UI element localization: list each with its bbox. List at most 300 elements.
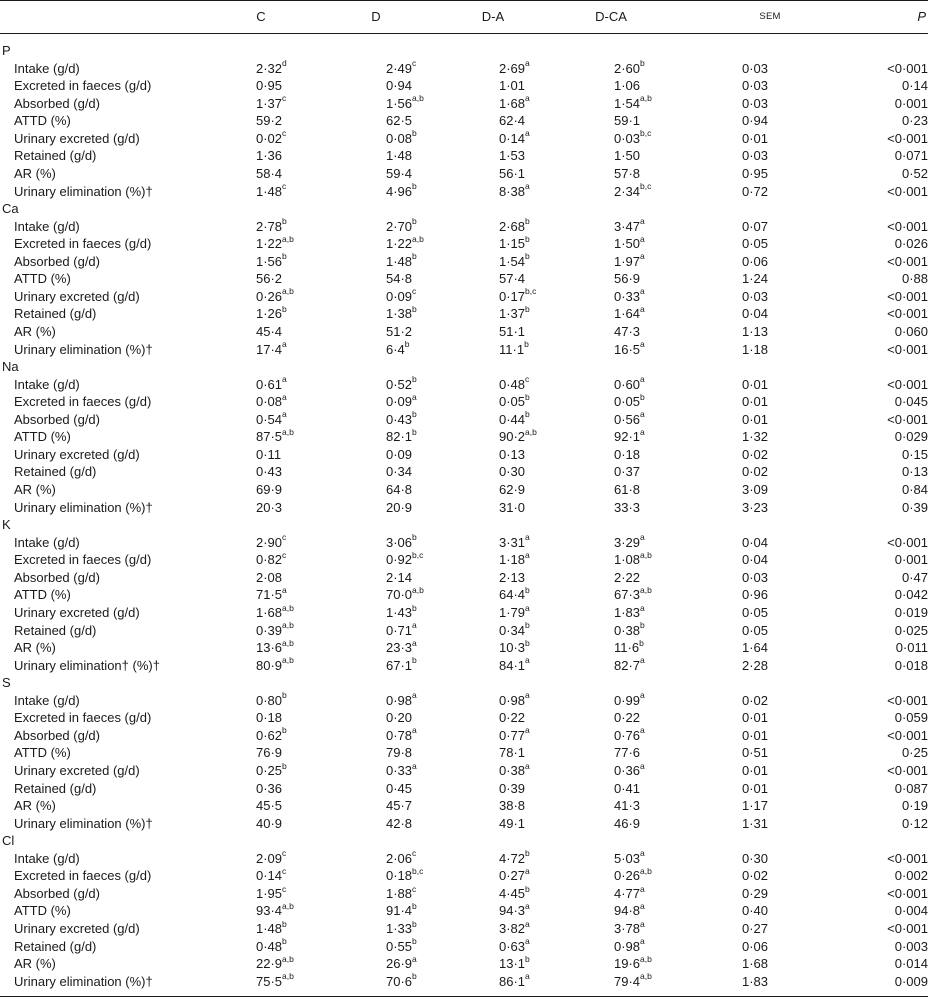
value-number: 59·4: [386, 165, 413, 181]
value-number: 1·56: [386, 95, 413, 111]
value-number: 0·18: [614, 446, 641, 462]
value-number: 11·6: [614, 640, 640, 655]
row-label: Retained (g/d): [14, 464, 97, 480]
p-value-cell: 0·071: [894, 148, 928, 164]
sem-cell: 0·27: [741, 921, 768, 936]
superscript-letter: a,b: [282, 971, 294, 982]
sem-cell: 1·68: [741, 956, 768, 972]
row-label: ATTD (%): [14, 271, 71, 287]
superscript-letter: c: [282, 181, 287, 192]
value-number: 0·18: [256, 710, 283, 726]
superscript-letter: a: [640, 426, 645, 437]
sem-cell: 1·31: [741, 815, 768, 831]
sem-cell: 0·03: [741, 569, 768, 585]
superscript-letter: b: [524, 339, 529, 350]
value-number: 86·1: [499, 973, 526, 989]
p-value-cell: 0·15: [901, 446, 928, 462]
value-number: 78·1: [499, 745, 526, 761]
bottom-rule: [0, 996, 928, 997]
sem-cell: 0·05: [741, 604, 768, 620]
sem-cell: 1·64: [741, 640, 768, 655]
superscript-letter: a: [525, 128, 530, 139]
section-label: Na: [2, 359, 19, 375]
sem-cell: 1·13: [741, 324, 768, 339]
value-number: 0·38: [499, 763, 526, 778]
p-value-cell: 0·13: [901, 464, 928, 480]
superscript-letter: a: [525, 918, 530, 929]
value-number: 0·26: [614, 868, 641, 884]
value-number: 77·6: [614, 745, 641, 761]
p-value-cell: 0·23: [901, 113, 928, 129]
sem-cell: 0·05: [741, 236, 768, 252]
value-number: 59·2: [256, 113, 283, 129]
p-value-cell: <0·001: [887, 253, 928, 269]
value-number: 0·34: [499, 622, 526, 638]
p-value-cell: 0·25: [901, 745, 928, 761]
sem-cell: 0·01: [741, 411, 768, 427]
value-number: 2·70: [386, 218, 413, 234]
superscript-letter: a,b: [282, 620, 294, 631]
superscript-letter: b: [282, 304, 287, 315]
superscript-letter: b,c: [640, 128, 652, 139]
value-cell-d-ca: [614, 972, 652, 992]
row-label: ATTD (%): [14, 587, 71, 603]
superscript-letter: a: [525, 93, 530, 104]
superscript-letter: b: [282, 760, 287, 771]
row-label: Urinary excreted (g/d): [14, 921, 140, 936]
value-number: 0·05: [499, 394, 526, 410]
value-number: 0·36: [614, 763, 641, 778]
superscript-letter: a,b: [640, 953, 652, 964]
value-number: 0·09: [386, 394, 413, 410]
superscript-letter: a: [640, 233, 645, 244]
value-number: 0·39: [256, 622, 283, 638]
value-number: 1·88: [386, 885, 413, 901]
row-label: Absorbed (g/d): [14, 727, 100, 743]
row-label: ATTD (%): [14, 745, 71, 761]
row-label: Urinary elimination (%)†: [14, 499, 153, 515]
p-value-cell: 0·087: [894, 780, 928, 796]
value-number: 2·13: [499, 569, 526, 585]
row-label: AR (%): [14, 956, 56, 972]
value-number: 0·33: [386, 763, 413, 778]
p-value-cell: <0·001: [887, 288, 928, 304]
sem-cell: 0·30: [741, 850, 768, 866]
superscript-letter: a,b: [640, 93, 652, 104]
superscript-letter: b: [525, 304, 530, 315]
value-number: 0·09: [386, 446, 413, 462]
row-label: AR (%): [14, 324, 56, 339]
p-value-cell: <0·001: [887, 130, 928, 146]
row-label: Excreted in faeces (g/d): [14, 868, 152, 884]
superscript-letter: b: [412, 409, 417, 420]
superscript-letter: b: [412, 971, 417, 982]
superscript-letter: a: [525, 690, 530, 701]
sem-cell: 0·96: [741, 587, 768, 603]
value-number: 58·4: [256, 165, 283, 181]
value-number: 87·5: [256, 429, 283, 445]
sem-cell: 0·02: [741, 464, 768, 480]
superscript-letter: d: [282, 58, 287, 69]
value-number: 2·49: [386, 60, 413, 76]
p-value-cell: 0·009: [894, 973, 928, 989]
value-number: 31·0: [499, 499, 526, 515]
superscript-letter: a: [282, 409, 287, 420]
superscript-letter: c: [412, 848, 417, 859]
superscript-letter: b: [525, 585, 530, 596]
value-number: 51·1: [499, 324, 526, 339]
p-value-cell: 0·003: [894, 938, 928, 954]
superscript-letter: b,c: [412, 549, 424, 560]
value-number: 10·3: [499, 640, 526, 655]
p-value-cell: <0·001: [887, 411, 928, 427]
row-label: Urinary excreted (g/d): [14, 604, 140, 620]
header-row: [0, 7, 928, 27]
superscript-letter: b: [412, 216, 417, 227]
value-number: 67·1: [386, 657, 413, 673]
value-number: 1·26: [256, 306, 283, 322]
superscript-letter: a: [640, 251, 645, 262]
value-number: 93·4: [256, 903, 283, 919]
row-label: Urinary excreted (g/d): [14, 763, 140, 778]
value-number: 1·22: [256, 236, 283, 252]
value-number: 1·48: [386, 148, 413, 164]
value-number: 16·5: [614, 341, 641, 357]
p-value-cell: 0·001: [894, 95, 928, 111]
value-number: 1·15: [499, 236, 526, 252]
value-number: 71·5: [256, 587, 283, 603]
row-label: Intake (g/d): [14, 376, 80, 392]
superscript-letter: a: [640, 655, 645, 666]
value-number: 0·22: [614, 710, 641, 726]
superscript-letter: a: [525, 549, 530, 560]
superscript-letter: b: [412, 426, 417, 437]
p-value-cell: <0·001: [887, 850, 928, 866]
sem-cell: 0·04: [741, 552, 768, 568]
sem-cell: 0·02: [741, 692, 768, 708]
superscript-letter: b,c: [412, 865, 424, 876]
sem-cell: 1·24: [741, 271, 768, 287]
value-number: 38·8: [499, 798, 526, 814]
row-label: AR (%): [14, 482, 56, 497]
row-label: Intake (g/d): [14, 60, 80, 76]
value-number: 0·43: [256, 464, 283, 480]
sem-cell: 0·01: [741, 130, 768, 146]
superscript-letter: a: [282, 374, 287, 385]
value-number: 1·48: [256, 183, 283, 199]
p-value-cell: 0·059: [894, 710, 928, 726]
col-header-p: P: [917, 9, 926, 24]
value-number: 0·02: [256, 130, 283, 146]
value-number: 0·76: [614, 727, 641, 743]
value-number: 0·41: [614, 780, 641, 796]
superscript-letter: b: [525, 391, 530, 402]
row-label: Excreted in faeces (g/d): [14, 236, 152, 252]
row-label: Urinary elimination (%)†: [14, 183, 153, 199]
superscript-letter: b: [412, 602, 417, 613]
superscript-letter: b: [282, 918, 287, 929]
sem-cell: 0·29: [741, 885, 768, 901]
value-number: 62·4: [499, 113, 526, 129]
superscript-letter: b: [525, 233, 530, 244]
value-number: 0·05: [614, 394, 641, 410]
value-number: 2·78: [256, 218, 283, 234]
superscript-letter: b: [412, 901, 417, 912]
superscript-letter: a,b: [525, 426, 537, 437]
sem-cell: 0·01: [741, 376, 768, 392]
value-number: 4·45: [499, 885, 526, 901]
value-number: 1·01: [499, 78, 526, 94]
superscript-letter: a: [525, 760, 530, 771]
value-number: 61·8: [614, 482, 641, 497]
value-number: 0·34: [386, 464, 413, 480]
value-number: 0·98: [386, 692, 413, 708]
value-number: 1·53: [499, 148, 526, 164]
value-number: 20·3: [256, 499, 283, 515]
value-number: 23·3: [386, 640, 413, 655]
value-number: 2·34: [614, 183, 641, 199]
row-label: Retained (g/d): [14, 622, 97, 638]
superscript-letter: a: [525, 865, 530, 876]
value-number: 67·3: [614, 587, 641, 603]
col-header-sem: SEM: [759, 11, 781, 22]
sem-cell: 0·01: [741, 727, 768, 743]
row-label: Retained (g/d): [14, 780, 97, 796]
superscript-letter: b: [412, 918, 417, 929]
superscript-letter: b: [412, 304, 417, 315]
superscript-letter: b: [282, 251, 287, 262]
value-number: 4·72: [499, 850, 526, 866]
superscript-letter: a,b: [640, 549, 652, 560]
value-number: 1·64: [614, 306, 641, 322]
superscript-letter: a: [640, 848, 645, 859]
superscript-letter: a: [640, 216, 645, 227]
superscript-letter: a: [640, 409, 645, 420]
superscript-letter: c: [282, 532, 287, 543]
value-number: 70·6: [386, 973, 413, 989]
p-value-cell: 0·52: [901, 165, 928, 181]
superscript-letter: a: [282, 391, 287, 402]
value-cell-d-a: [499, 972, 530, 992]
value-cell-c: [256, 972, 294, 992]
value-number: 0·45: [386, 780, 413, 796]
value-number: 0·78: [386, 727, 413, 743]
sem-cell: 0·01: [741, 780, 768, 796]
superscript-letter: c: [282, 848, 287, 859]
value-number: 0·33: [614, 288, 641, 304]
value-number: 3·82: [499, 921, 526, 936]
value-number: 0·26: [256, 288, 283, 304]
row-label: Urinary elimination (%)†: [14, 973, 153, 989]
sem-cell: 1·83: [741, 973, 768, 989]
sem-cell: 0·01: [741, 710, 768, 726]
superscript-letter: a,b: [640, 971, 652, 982]
value-number: 2·69: [499, 60, 526, 76]
value-number: 1·54: [614, 95, 641, 111]
p-value-cell: <0·001: [887, 306, 928, 322]
p-value-cell: 0·001: [894, 552, 928, 568]
value-number: 2·90: [256, 534, 283, 550]
value-number: 79·8: [386, 745, 413, 761]
superscript-letter: b,c: [525, 286, 537, 297]
value-number: 1·50: [614, 148, 641, 164]
superscript-letter: c: [412, 286, 417, 297]
value-number: 0·62: [256, 727, 283, 743]
sem-cell: 1·18: [741, 341, 768, 357]
value-number: 94·8: [614, 903, 641, 919]
superscript-letter: a: [640, 304, 645, 315]
row-label: Retained (g/d): [14, 148, 97, 164]
value-number: 0·27: [499, 868, 526, 884]
value-number: 0·80: [256, 692, 283, 708]
p-value-cell: 0·14: [901, 78, 928, 94]
section-label: K: [2, 517, 11, 533]
superscript-letter: c: [282, 883, 287, 894]
superscript-letter: a: [640, 339, 645, 350]
superscript-letter: a: [282, 339, 287, 350]
value-number: 0·44: [499, 411, 526, 427]
superscript-letter: a: [640, 690, 645, 701]
superscript-letter: b: [412, 181, 417, 192]
value-number: 6·4: [386, 341, 405, 357]
row-label: Urinary excreted (g/d): [14, 288, 140, 304]
value-number: 13·6: [256, 640, 283, 655]
value-number: 4·96: [386, 183, 413, 199]
p-value-cell: 0·011: [895, 640, 928, 655]
value-number: 1·97: [614, 253, 641, 269]
value-number: 1·48: [386, 253, 413, 269]
sem-cell: 0·05: [741, 622, 768, 638]
p-value-cell: 0·045: [894, 394, 928, 410]
p-value-cell: 0·014: [894, 956, 928, 972]
sem-cell: 2·28: [741, 657, 768, 673]
value-number: 22·9: [256, 956, 283, 972]
superscript-letter: a,b: [640, 865, 652, 876]
col-header-d-ca: D-CA: [595, 9, 627, 24]
row-label: Intake (g/d): [14, 218, 80, 234]
table-row: [0, 972, 928, 992]
superscript-letter: b: [525, 409, 530, 420]
value-number: 0·77: [499, 727, 526, 743]
superscript-letter: b: [525, 883, 530, 894]
value-number: 0·08: [386, 130, 413, 146]
p-value-cell: <0·001: [887, 60, 928, 76]
sem-cell: 0·04: [741, 534, 768, 550]
superscript-letter: a: [525, 532, 530, 543]
superscript-letter: a: [640, 760, 645, 771]
value-number: 57·4: [499, 271, 526, 287]
p-value-cell: 0·029: [894, 429, 928, 445]
superscript-letter: b: [412, 251, 417, 262]
superscript-letter: a: [640, 532, 645, 543]
p-value-cell: 0·84: [901, 482, 928, 497]
value-number: 1·43: [386, 604, 413, 620]
superscript-letter: b: [412, 655, 417, 666]
value-number: 33·3: [614, 499, 641, 515]
value-number: 0·38: [614, 622, 641, 638]
superscript-letter: a: [525, 181, 530, 192]
value-number: 51·2: [386, 324, 413, 339]
superscript-letter: a: [282, 585, 287, 596]
value-number: 46·9: [614, 815, 641, 831]
value-number: 1·38: [386, 306, 413, 322]
row-label: Urinary elimination† (%)†: [14, 657, 160, 673]
sem-cell: 0·06: [741, 253, 768, 269]
sem-cell: 0·06: [741, 938, 768, 954]
superscript-letter: a: [412, 760, 417, 771]
value-number: 17·4: [256, 341, 283, 357]
row-label: Absorbed (g/d): [14, 569, 100, 585]
value-number: 41·3: [614, 798, 641, 814]
value-number: 2·08: [256, 569, 283, 585]
superscript-letter: a,b: [282, 901, 294, 912]
value-number: 0·92: [386, 552, 413, 568]
p-value-cell: 0·018: [894, 657, 928, 673]
value-number: 0·43: [386, 411, 413, 427]
value-number: 0·08: [256, 394, 283, 410]
value-number: 2·60: [614, 60, 641, 76]
value-number: 0·03: [614, 130, 641, 146]
row-label: Excreted in faeces (g/d): [14, 78, 152, 94]
row-label: Absorbed (g/d): [14, 885, 100, 901]
sem-cell: 0·51: [741, 745, 768, 761]
superscript-letter: b: [282, 690, 287, 701]
value-number: 2·68: [499, 218, 526, 234]
p-value-cell: 0·88: [901, 271, 928, 287]
superscript-letter: b: [640, 58, 645, 69]
superscript-letter: a,b: [282, 233, 294, 244]
superscript-letter: b: [525, 251, 530, 262]
value-number: 1·68: [256, 604, 283, 620]
sem-cell: 3·09: [741, 482, 768, 497]
value-number: 76·9: [256, 745, 283, 761]
row-label: ATTD (%): [14, 903, 71, 919]
value-number: 75·5: [256, 973, 283, 989]
sem-cell: 0·03: [741, 95, 768, 111]
superscript-letter: b: [282, 725, 287, 736]
p-value-cell: <0·001: [887, 763, 928, 778]
sem-cell: 0·02: [741, 868, 768, 884]
value-number: 45·5: [256, 798, 283, 814]
value-number: 8·38: [499, 183, 526, 199]
superscript-letter: a,b: [282, 637, 294, 648]
p-value-cell: 0·004: [894, 903, 928, 919]
p-value-cell: 0·042: [894, 587, 928, 603]
superscript-letter: c: [282, 93, 287, 104]
p-value-cell: <0·001: [887, 921, 928, 936]
superscript-letter: a: [640, 725, 645, 736]
superscript-letter: a: [525, 602, 530, 613]
value-number: 1·56: [256, 253, 283, 269]
value-number: 1·50: [614, 236, 641, 252]
row-label: Absorbed (g/d): [14, 95, 100, 111]
value-number: 80·9: [256, 657, 283, 673]
value-number: 56·2: [256, 271, 283, 287]
value-number: 11·1: [499, 341, 525, 357]
row-label: Absorbed (g/d): [14, 253, 100, 269]
superscript-letter: b: [639, 637, 644, 648]
superscript-letter: b: [404, 339, 410, 350]
value-number: 57·8: [614, 165, 641, 181]
p-value-cell: <0·001: [887, 692, 928, 708]
superscript-letter: a,b: [412, 585, 424, 596]
value-number: 1·37: [499, 306, 526, 322]
value-number: 0·52: [386, 376, 413, 392]
value-number: 19·6: [614, 956, 641, 972]
superscript-letter: a,b: [640, 585, 652, 596]
value-number: 0·25: [256, 763, 283, 778]
row-label: Urinary elimination (%)†: [14, 815, 153, 831]
